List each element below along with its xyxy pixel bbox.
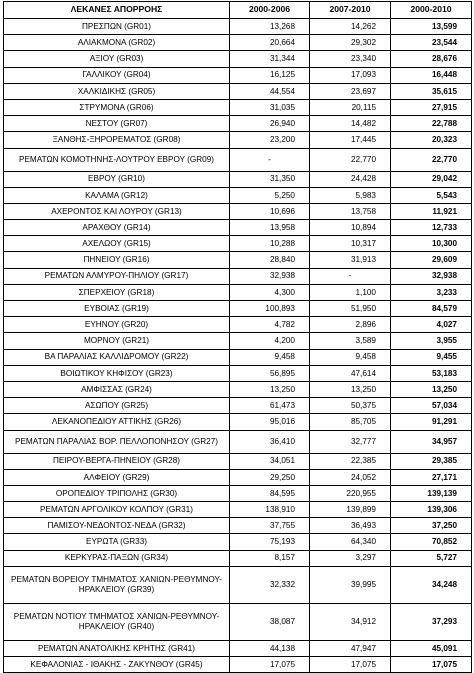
value-2000-2010-cell: 23,544 — [391, 35, 472, 51]
value-2000-2006-cell: 44,138 — [230, 640, 310, 656]
value-2007-2010-cell: 5,983 — [310, 187, 391, 203]
document-page — [3, 1, 472, 673]
table-body — [4, 19, 472, 673]
table-row — [4, 430, 472, 453]
basin-name-cell: ΑΛΙΑΚΜΟΝΑ (GR02) — [4, 35, 230, 51]
value-2007-2010-cell: 85,705 — [310, 414, 391, 430]
value-2000-2010-cell: 32,938 — [391, 268, 472, 284]
value-2000-2006-cell: 23,200 — [230, 132, 310, 148]
basin-name-cell: ΡΕΜΑΤΩΝ ΑΡΓΟΛΙΚΟΥ ΚΟΛΠΟΥ (GR31) — [4, 502, 230, 518]
value-2000-2010-cell: 139,306 — [391, 502, 472, 518]
basin-name-cell: ΠΑΜΙΣΟΥ-ΝΕΔΟΝΤΟΣ-ΝΕΔΑ (GR32) — [4, 518, 230, 534]
value-2000-2010-cell: 29,042 — [391, 171, 472, 187]
value-2000-2006-cell: 10,696 — [230, 203, 310, 219]
value-2007-2010-cell: 17,093 — [310, 67, 391, 83]
table-row — [4, 317, 472, 333]
table-row — [4, 35, 472, 51]
value-2000-2006-cell: 95,016 — [230, 414, 310, 430]
value-2000-2006-cell: 100,893 — [230, 301, 310, 317]
value-2000-2006-cell: 84,595 — [230, 485, 310, 501]
value-2000-2006-cell: 56,895 — [230, 365, 310, 381]
basin-name-cell: ΣΤΡΥΜΟΝΑ (GR06) — [4, 99, 230, 115]
table-row — [4, 148, 472, 171]
value-2007-2010-cell: 10,317 — [310, 236, 391, 252]
basin-name-cell: ΓΑΛΛΙΚΟΥ (GR04) — [4, 67, 230, 83]
value-2007-2010-cell: 13,758 — [310, 203, 391, 219]
table-row — [4, 365, 472, 381]
value-2000-2010-cell: 91,291 — [391, 414, 472, 430]
value-2000-2006-cell: 20,664 — [230, 35, 310, 51]
value-2000-2006-cell: 36,410 — [230, 430, 310, 453]
basin-name-cell: ΚΕΦΑΛΟΝΙΑΣ - ΙΘΑΚΗΣ - ΖΑΚΥΝΘΟΥ (GR45) — [4, 657, 230, 673]
value-2000-2010-cell: 13,599 — [391, 19, 472, 35]
basin-name-cell: ΕΒΡΟΥ (GR10) — [4, 171, 230, 187]
table-row — [4, 203, 472, 219]
value-2000-2006-cell: 75,193 — [230, 534, 310, 550]
table-row — [4, 381, 472, 397]
table-row — [4, 83, 472, 99]
value-2000-2010-cell: 20,323 — [391, 132, 472, 148]
basin-name-cell: ΚΕΡΚΥΡΑΣ-ΠΑΞΩΝ (GR34) — [4, 550, 230, 566]
table-row — [4, 333, 472, 349]
value-2000-2010-cell: 53,183 — [391, 365, 472, 381]
value-2007-2010-cell: 47,947 — [310, 640, 391, 656]
table-row — [4, 603, 472, 640]
value-2000-2010-cell: 16,448 — [391, 67, 472, 83]
value-2007-2010-cell: 36,493 — [310, 518, 391, 534]
basin-name-cell: ΡΕΜΑΤΩΝ ΚΟΜΟΤΗΝΗΣ-ΛΟΥΤΡΟΥ ΕΒΡΟΥ (GR09) — [4, 148, 230, 171]
value-2007-2010-cell: 51,950 — [310, 301, 391, 317]
table-row — [4, 19, 472, 35]
value-2000-2010-cell: 17,075 — [391, 657, 472, 673]
value-2000-2006-cell: 31,350 — [230, 171, 310, 187]
header-period-2007-2010: 2007-2010 — [310, 2, 391, 19]
value-2007-2010-cell: 3,589 — [310, 333, 391, 349]
table-row — [4, 116, 472, 132]
table-header-row — [4, 2, 472, 19]
value-2007-2010-cell: 32,777 — [310, 430, 391, 453]
value-2000-2006-cell: 29,250 — [230, 469, 310, 485]
value-2000-2006-cell: - — [230, 148, 310, 171]
value-2000-2010-cell: 139,139 — [391, 485, 472, 501]
basin-name-cell: ΟΡΟΠΕΔΙΟΥ ΤΡΙΠΟΛΗΣ (GR30) — [4, 485, 230, 501]
value-2000-2006-cell: 8,157 — [230, 550, 310, 566]
value-2007-2010-cell: 22,770 — [310, 148, 391, 171]
basin-name-cell: ΕΥΡΩΤΑ (GR33) — [4, 534, 230, 550]
header-period-2000-2010: 2000-2010 — [391, 2, 472, 19]
value-2000-2010-cell: 10,300 — [391, 236, 472, 252]
value-2000-2006-cell: 38,087 — [230, 603, 310, 640]
value-2000-2010-cell: 5,727 — [391, 550, 472, 566]
basin-name-cell: ΒΟΙΩΤΙΚΟΥ ΚΗΦΙΣΟΥ (GR23) — [4, 365, 230, 381]
value-2007-2010-cell: 17,445 — [310, 132, 391, 148]
table-row — [4, 349, 472, 365]
value-2007-2010-cell: 24,428 — [310, 171, 391, 187]
table-row — [4, 414, 472, 430]
table-row — [4, 99, 472, 115]
value-2007-2010-cell: 3,297 — [310, 550, 391, 566]
value-2000-2006-cell: 13,268 — [230, 19, 310, 35]
basin-name-cell: ΠΡΕΣΠΩΝ (GR01) — [4, 19, 230, 35]
value-2007-2010-cell: - — [310, 268, 391, 284]
basin-name-cell: ΚΑΛΑΜΑ (GR12) — [4, 187, 230, 203]
value-2000-2006-cell: 37,755 — [230, 518, 310, 534]
table-row — [4, 187, 472, 203]
basin-name-cell: ΠΕΙΡΟΥ-ΒΕΡΓΑ-ΠΗΝΕΙΟΥ (GR28) — [4, 453, 230, 469]
table-row — [4, 284, 472, 300]
value-2000-2006-cell: 13,250 — [230, 381, 310, 397]
value-2007-2010-cell: 50,375 — [310, 398, 391, 414]
basin-name-cell: ΝΕΣΤΟΥ (GR07) — [4, 116, 230, 132]
value-2000-2010-cell: 4,027 — [391, 317, 472, 333]
value-2007-2010-cell: 23,697 — [310, 83, 391, 99]
table-row — [4, 268, 472, 284]
value-2000-2010-cell: 57,034 — [391, 398, 472, 414]
header-basin: ΛΕΚΑΝΕΣ ΑΠΟΡΡΟΗΣ — [4, 2, 230, 19]
value-2007-2010-cell: 9,458 — [310, 349, 391, 365]
value-2000-2006-cell: 138,910 — [230, 502, 310, 518]
value-2007-2010-cell: 24,052 — [310, 469, 391, 485]
table-row — [4, 453, 472, 469]
value-2000-2010-cell: 22,770 — [391, 148, 472, 171]
value-2007-2010-cell: 10,894 — [310, 220, 391, 236]
table-row — [4, 132, 472, 148]
table-row — [4, 51, 472, 67]
basin-name-cell: ΑΞΙΟΥ (GR03) — [4, 51, 230, 67]
table-row — [4, 534, 472, 550]
value-2000-2006-cell: 16,125 — [230, 67, 310, 83]
basin-name-cell: ΑΧΕΛΩΟΥ (GR15) — [4, 236, 230, 252]
value-2000-2010-cell: 3,233 — [391, 284, 472, 300]
value-2007-2010-cell: 34,912 — [310, 603, 391, 640]
basin-name-cell: ΕΥΗΝΟΥ (GR20) — [4, 317, 230, 333]
value-2007-2010-cell: 22,385 — [310, 453, 391, 469]
value-2000-2006-cell: 10,288 — [230, 236, 310, 252]
table-row — [4, 252, 472, 268]
value-2000-2006-cell: 26,940 — [230, 116, 310, 132]
table-row — [4, 566, 472, 603]
table-row — [4, 469, 472, 485]
table-row — [4, 518, 472, 534]
basin-name-cell: ΡΕΜΑΤΩΝ ΠΑΡΑΛΙΑΣ ΒΟΡ. ΠΕΛΛΟΠΟΝΗΣΟΥ (GR27) — [4, 430, 230, 453]
value-2000-2006-cell: 44,554 — [230, 83, 310, 99]
basin-name-cell: ΑΡΑΧΘΟΥ (GR14) — [4, 220, 230, 236]
value-2000-2006-cell: 17,075 — [230, 657, 310, 673]
table-row — [4, 485, 472, 501]
value-2000-2010-cell: 3,955 — [391, 333, 472, 349]
table-row — [4, 640, 472, 656]
basin-name-cell: ΡΕΜΑΤΩΝ ΒΟΡΕΙΟΥ ΤΜΗΜΑΤΟΣ ΧΑΝΙΩΝ-ΡΕΘΥΜΝΟΥ-ΗΡΑΚΛΕΙΟΥ (GR39) — [4, 566, 230, 603]
value-2000-2006-cell: 4,782 — [230, 317, 310, 333]
basin-name-cell: ΑΜΦΙΣΣΑΣ (GR24) — [4, 381, 230, 397]
value-2000-2010-cell: 35,615 — [391, 83, 472, 99]
value-2000-2010-cell: 34,957 — [391, 430, 472, 453]
value-2000-2006-cell: 13,958 — [230, 220, 310, 236]
value-2007-2010-cell: 20,115 — [310, 99, 391, 115]
value-2007-2010-cell: 64,340 — [310, 534, 391, 550]
value-2000-2006-cell: 4,200 — [230, 333, 310, 349]
value-2007-2010-cell: 2,896 — [310, 317, 391, 333]
basin-name-cell: ΡΕΜΑΤΩΝ ΝΟΤΙΟΥ ΤΜΗΜΑΤΟΣ ΧΑΝΙΩΝ-ΡΕΘΥΜΝΟΥ-ΗΡΑΚΛΕΙΟΥ (GR40) — [4, 603, 230, 640]
value-2000-2010-cell: 34,248 — [391, 566, 472, 603]
value-2000-2010-cell: 12,733 — [391, 220, 472, 236]
value-2000-2006-cell: 32,938 — [230, 268, 310, 284]
value-2000-2010-cell: 13,250 — [391, 381, 472, 397]
table-row — [4, 502, 472, 518]
value-2007-2010-cell: 13,250 — [310, 381, 391, 397]
basin-name-cell: ΛΕΚΑΝΟΠΕΔΙΟΥ ΑΤΤΙΚΗΣ (GR26) — [4, 414, 230, 430]
value-2000-2010-cell: 27,915 — [391, 99, 472, 115]
basin-name-cell: ΠΗΝΕΙΟΥ (GR16) — [4, 252, 230, 268]
value-2000-2010-cell: 28,676 — [391, 51, 472, 67]
value-2007-2010-cell: 14,482 — [310, 116, 391, 132]
value-2007-2010-cell: 1,100 — [310, 284, 391, 300]
basin-table — [3, 1, 472, 673]
table-row — [4, 171, 472, 187]
value-2007-2010-cell: 14,262 — [310, 19, 391, 35]
table-row — [4, 236, 472, 252]
basin-name-cell: ΑΛΦΕΙΟΥ (GR29) — [4, 469, 230, 485]
table-row — [4, 301, 472, 317]
value-2000-2006-cell: 4,300 — [230, 284, 310, 300]
basin-name-cell: ΑΣΩΠΟΥ (GR25) — [4, 398, 230, 414]
basin-name-cell: ΕΥΒΟΙΑΣ (GR19) — [4, 301, 230, 317]
value-2007-2010-cell: 139,899 — [310, 502, 391, 518]
value-2000-2010-cell: 5,543 — [391, 187, 472, 203]
value-2000-2006-cell: 9,458 — [230, 349, 310, 365]
value-2000-2010-cell: 29,609 — [391, 252, 472, 268]
value-2000-2006-cell: 28,840 — [230, 252, 310, 268]
table-row — [4, 67, 472, 83]
basin-name-cell: ΧΑΛΚΙΔΙΚΗΣ (GR05) — [4, 83, 230, 99]
value-2000-2010-cell: 37,293 — [391, 603, 472, 640]
table-row — [4, 398, 472, 414]
value-2000-2006-cell: 61,473 — [230, 398, 310, 414]
basin-name-cell: ΑΧΕΡΟΝΤΟΣ ΚΑΙ ΛΟΥΡΟΥ (GR13) — [4, 203, 230, 219]
value-2000-2010-cell: 70,852 — [391, 534, 472, 550]
table-row — [4, 550, 472, 566]
value-2000-2010-cell: 29,385 — [391, 453, 472, 469]
value-2000-2010-cell: 11,921 — [391, 203, 472, 219]
value-2007-2010-cell: 17,075 — [310, 657, 391, 673]
basin-name-cell: ΡΕΜΑΤΩΝ ΑΝΑΤΟΛΙΚΗΣ ΚΡΗΤΗΣ (GR41) — [4, 640, 230, 656]
value-2000-2010-cell: 37,250 — [391, 518, 472, 534]
value-2007-2010-cell: 220,955 — [310, 485, 391, 501]
value-2007-2010-cell: 29,302 — [310, 35, 391, 51]
value-2000-2006-cell: 31,344 — [230, 51, 310, 67]
value-2007-2010-cell: 31,913 — [310, 252, 391, 268]
header-period-2000-2006: 2000-2006 — [230, 2, 310, 19]
basin-name-cell: ΡΕΜΑΤΩΝ ΑΛΜΥΡΟΥ-ΠΗΛΙΟΥ (GR17) — [4, 268, 230, 284]
value-2007-2010-cell: 39,995 — [310, 566, 391, 603]
basin-name-cell: ΣΠΕΡΧΕΙΟΥ (GR18) — [4, 284, 230, 300]
value-2007-2010-cell: 47,614 — [310, 365, 391, 381]
value-2000-2006-cell: 5,250 — [230, 187, 310, 203]
basin-name-cell: ΜΟΡΝΟΥ (GR21) — [4, 333, 230, 349]
value-2000-2006-cell: 32,332 — [230, 566, 310, 603]
value-2000-2010-cell: 9,455 — [391, 349, 472, 365]
table-row — [4, 220, 472, 236]
basin-name-cell: ΞΑΝΘΗΣ-ΞΗΡΟΡΕΜΑΤΟΣ (GR08) — [4, 132, 230, 148]
value-2000-2006-cell: 34,051 — [230, 453, 310, 469]
value-2000-2010-cell: 45,091 — [391, 640, 472, 656]
value-2007-2010-cell: 23,340 — [310, 51, 391, 67]
value-2000-2006-cell: 31,035 — [230, 99, 310, 115]
value-2000-2010-cell: 84,579 — [391, 301, 472, 317]
value-2000-2010-cell: 27,171 — [391, 469, 472, 485]
value-2000-2010-cell: 22,788 — [391, 116, 472, 132]
basin-name-cell: ΒΑ ΠΑΡΑΛΙΑΣ ΚΑΛΛΙΔΡΟΜΟΥ (GR22) — [4, 349, 230, 365]
